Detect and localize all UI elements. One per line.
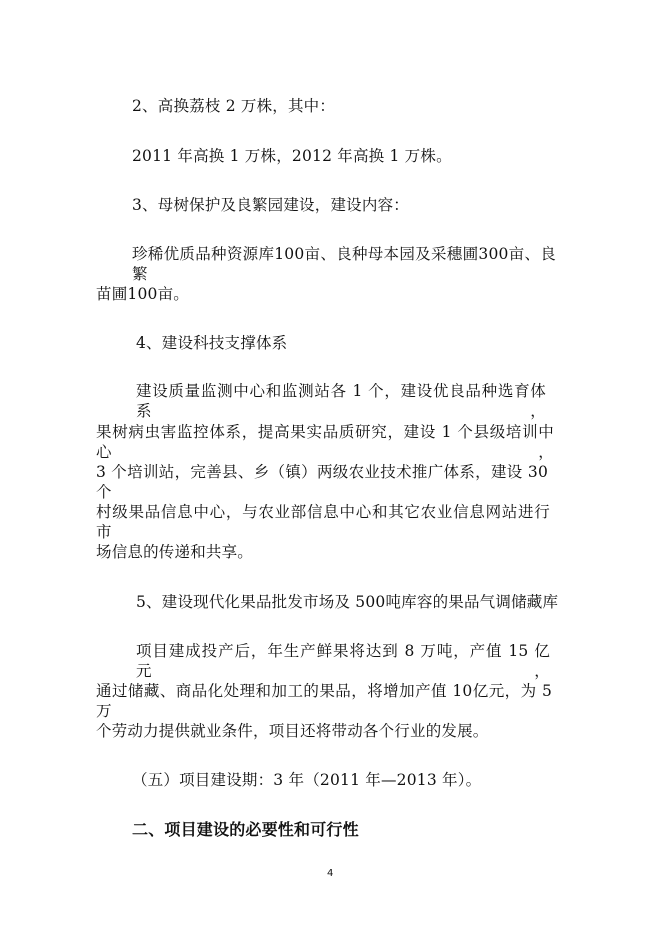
tech-support-para-line-4: 村级果品信息中心，与农业部信息中心和其它农业信息网站进行市 bbox=[96, 503, 550, 541]
tech-support-para-line-1: 建设质量监测中心和监测站各 1 个，建设优良品种选育体系， bbox=[136, 382, 546, 420]
page-number: 4 bbox=[327, 868, 334, 879]
tech-support-para-line-3: 3 个培训站，完善县、乡（镇）两级农业技术推广体系，建设 30 个 bbox=[96, 463, 548, 501]
germplasm-resource-line-1: 珍稀优质品种资源库100亩、良种母本园及采穗圃300亩、良繁 bbox=[132, 245, 556, 283]
project-benefit-para-line-2: 通过储藏、商品化处理和加工的果品，将增加产值 10亿元，为 5 万 bbox=[96, 682, 552, 720]
item-4-tech-support-system: 4、建设科技支撑体系 bbox=[136, 334, 288, 352]
item-5-wholesale-market: 5、建设现代化果品批发市场及 500吨库容的果品气调储藏库 bbox=[136, 593, 559, 611]
item-2-lychee-grafting: 2、高换荔枝 2 万株，其中： bbox=[132, 97, 336, 115]
tech-support-para-line-5: 场信息的传递和共享。 bbox=[96, 543, 254, 561]
tech-support-para-line-2: 果树病虫害监控体系，提高果实品质研究，建设 1 个县级培训中心， bbox=[96, 423, 554, 461]
item-3-mother-tree-protection: 3、母树保护及良繁园建设，建设内容： bbox=[132, 196, 409, 214]
project-benefit-para-line-1: 项目建成投产后，年生产鲜果将达到 8 万吨，产值 15 亿元， bbox=[136, 642, 550, 680]
grafting-schedule-line: 2011 年高换 1 万株，2012 年高换 1 万株。 bbox=[132, 147, 452, 165]
section-2-heading: 二、项目建设的必要性和可行性 bbox=[132, 820, 359, 839]
construction-period-line: （五）项目建设期：3 年（2011 年—2013 年）。 bbox=[132, 771, 482, 789]
project-benefit-para-line-3: 个劳动力提供就业条件，项目还将带动各个行业的发展。 bbox=[96, 722, 489, 740]
germplasm-resource-line-2: 苗圃100亩。 bbox=[96, 285, 189, 303]
